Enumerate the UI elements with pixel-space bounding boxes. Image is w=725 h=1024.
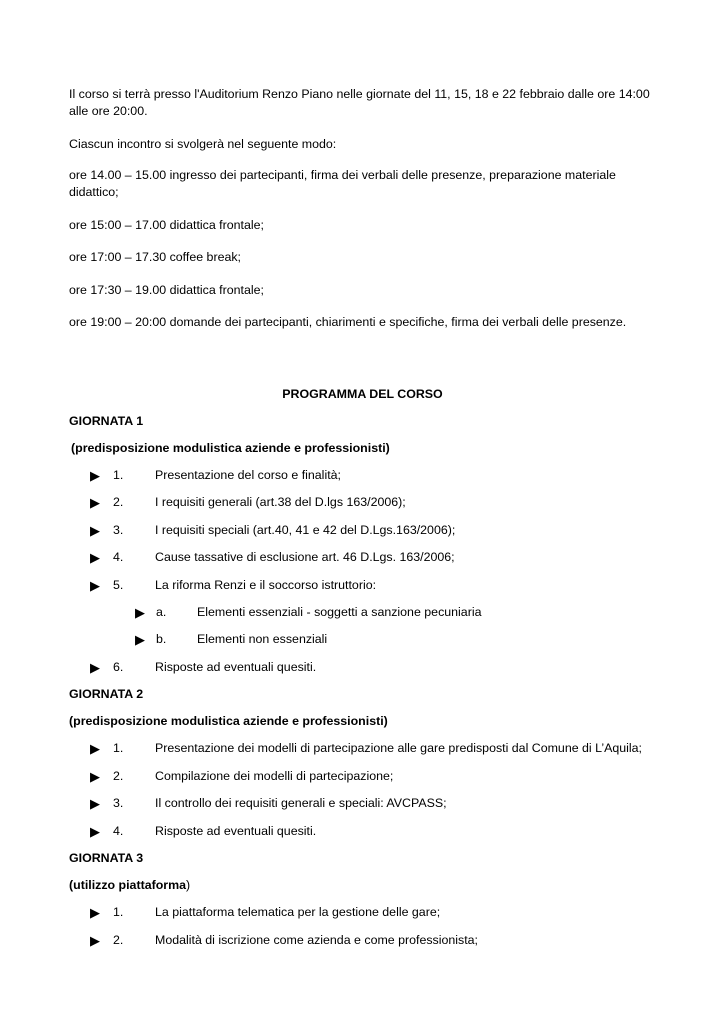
- bullet-arrow-icon: ▶: [90, 769, 100, 784]
- list-item: ▶ 4. Risposte ad eventuali quesiti.: [90, 824, 317, 839]
- schedule-line: ore 15:00 – 17.00 didattica frontale;: [69, 218, 264, 232]
- bullet-arrow-icon: ▶: [90, 824, 100, 839]
- sub-list-item: ▶ b. Elementi non essenziali: [135, 632, 328, 647]
- schedule-line: ore 17:00 – 17.30 coffee break;: [69, 250, 241, 264]
- day-2-subtitle: (predisposizione modulistica aziende e professionisti): [69, 714, 388, 728]
- intro-lead: Ciascun incontro si svolgerà nel seguente modo:: [69, 137, 337, 151]
- schedule-line: ore 17:30 – 19.00 didattica frontale;: [69, 283, 264, 297]
- bullet-arrow-icon: ▶: [90, 933, 100, 948]
- bullet-arrow-icon: ▶: [90, 796, 100, 811]
- list-item: ▶ 3. Il controllo dei requisiti generali e speciali: AVCPASS;: [90, 796, 447, 811]
- list-item: ▶ 2. Modalità di iscrizione come azienda e come professionista;: [90, 933, 479, 948]
- list-item: ▶ 1. La piattaforma telematica per la gestione delle gare;: [90, 905, 441, 920]
- list-item: ▶ 3. I requisiti speciali (art.40, 41 e 42 del D.Lgs.163/2006);: [90, 523, 456, 538]
- schedule-line: ore 19:00 – 20:00 domande dei partecipanti, chiarimenti e specifiche, firma dei verbali delle presenze.: [69, 315, 627, 329]
- bullet-arrow-icon: ▶: [135, 605, 145, 620]
- list-item: ▶ 1. Presentazione del corso e finalità;: [90, 468, 341, 483]
- program-title: PROGRAMMA DEL CORSO: [282, 387, 443, 401]
- bullet-arrow-icon: ▶: [90, 905, 100, 920]
- list-item: ▶ 5. La riforma Renzi e il soccorso istruttorio:: [90, 578, 377, 593]
- list-item: ▶ 2. I requisiti generali (art.38 del D.lgs 163/2006);: [90, 495, 406, 510]
- day-1-title: GIORNATA 1: [69, 414, 144, 428]
- schedule-line: ore 14.00 – 15.00 ingresso dei partecipanti, firma dei verbali delle presenze, preparazione materiale didattico;: [69, 168, 616, 199]
- list-item: ▶ 2. Compilazione dei modelli di partecipazione;: [90, 769, 394, 784]
- bullet-arrow-icon: ▶: [90, 550, 100, 565]
- list-item: ▶ 1. Presentazione dei modelli di partecipazione alle gare predisposti dal Comune di L’Aquila;: [90, 741, 642, 756]
- bullet-arrow-icon: ▶: [135, 632, 145, 647]
- day-2-title: GIORNATA 2: [69, 687, 144, 701]
- sub-list-item: ▶ a. Elementi essenziali - soggetti a sanzione pecuniaria: [135, 605, 482, 620]
- bullet-arrow-icon: ▶: [90, 468, 100, 483]
- day-3-title: GIORNATA 3: [69, 851, 144, 865]
- bullet-arrow-icon: ▶: [90, 660, 100, 675]
- day-3-subtitle: (utilizzo piattaforma): [69, 878, 191, 892]
- list-item: ▶ 6. Risposte ad eventuali quesiti.: [90, 660, 317, 675]
- bullet-arrow-icon: ▶: [90, 741, 100, 756]
- bullet-arrow-icon: ▶: [90, 495, 100, 510]
- list-item: ▶ 4. Cause tassative di esclusione art. 46 D.Lgs. 163/2006;: [90, 550, 455, 565]
- bullet-arrow-icon: ▶: [90, 523, 100, 538]
- intro-paragraph: Il corso si terrà presso l'Auditorium Renzo Piano nelle giornate del 11, 15, 18 e 22 febbraio dalle ore 14:00 alle ore 20:00.: [69, 87, 650, 118]
- bullet-arrow-icon: ▶: [90, 578, 100, 593]
- day-1-subtitle: (predisposizione modulistica aziende e professionisti): [71, 441, 390, 455]
